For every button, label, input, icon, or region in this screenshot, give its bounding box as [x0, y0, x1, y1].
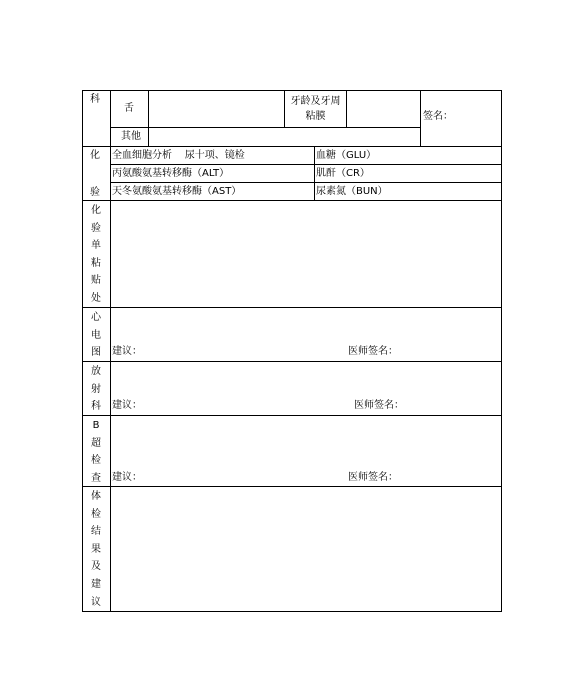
lab-item-glu: 血糖（GLU） [316, 150, 377, 161]
lab-item-alt: 丙氨酸氨基转移酶（ALT） [112, 168, 230, 179]
bscan-advice-label: 建议： [112, 472, 142, 483]
attach-section-label: 化 验 单 粘 贴 处 [91, 205, 101, 304]
other-label: 其他 [121, 131, 141, 142]
lab-section-label-bottom: 验 [90, 187, 100, 198]
lab-item-cbc: 全血细胞分析 尿十项、镜检 [112, 150, 245, 161]
ent-section-label: 科 [90, 94, 100, 105]
ecg-doctor-sign-label: 医师签名： [348, 346, 398, 357]
table-border-right [501, 90, 502, 612]
lab-row-line-2 [110, 182, 502, 183]
lab-item-ast: 天冬氨酸氨基转移酶（AST） [112, 186, 242, 197]
bscan-doctor-sign-label: 医师签名： [348, 472, 398, 483]
radiology-doctor-sign-label: 医师签名： [354, 400, 404, 411]
tongue-field[interactable] [149, 91, 284, 127]
lab-item-bun: 尿素氮（BUN） [316, 186, 388, 197]
result-section-label: 体 检 结 果 及 建 议 [91, 491, 101, 608]
radiology-advice-field[interactable] [111, 362, 501, 415]
table-border-bottom [82, 611, 502, 612]
tongue-label: 舌 [124, 103, 134, 114]
table-border-top [82, 90, 502, 91]
lab-top-line [82, 146, 502, 147]
lab-row-line-1 [110, 164, 502, 165]
teeth-label: 牙龄及牙周 粘膜 [290, 96, 341, 122]
other-field[interactable] [149, 128, 420, 146]
lab-section-label-top: 化 [90, 150, 100, 161]
bscan-advice-field[interactable] [111, 416, 501, 486]
radiology-advice-label: 建议： [112, 400, 142, 411]
radiology-section-label: 放 射 科 [91, 366, 101, 412]
ecg-section-label: 心 电 图 [91, 312, 101, 358]
lab-item-cr: 肌酐（CR） [316, 168, 370, 179]
ent-divider-4 [420, 90, 421, 146]
ecg-advice-label: 建议： [112, 346, 142, 357]
lab-col-divider [314, 146, 315, 201]
teeth-field[interactable] [347, 91, 420, 127]
attach-area[interactable] [111, 201, 501, 307]
result-area[interactable] [111, 487, 501, 611]
signature-label: 签名： [423, 111, 453, 122]
ecg-advice-field[interactable] [111, 308, 501, 361]
bscan-section-label: B 超 检 查 [91, 420, 101, 484]
